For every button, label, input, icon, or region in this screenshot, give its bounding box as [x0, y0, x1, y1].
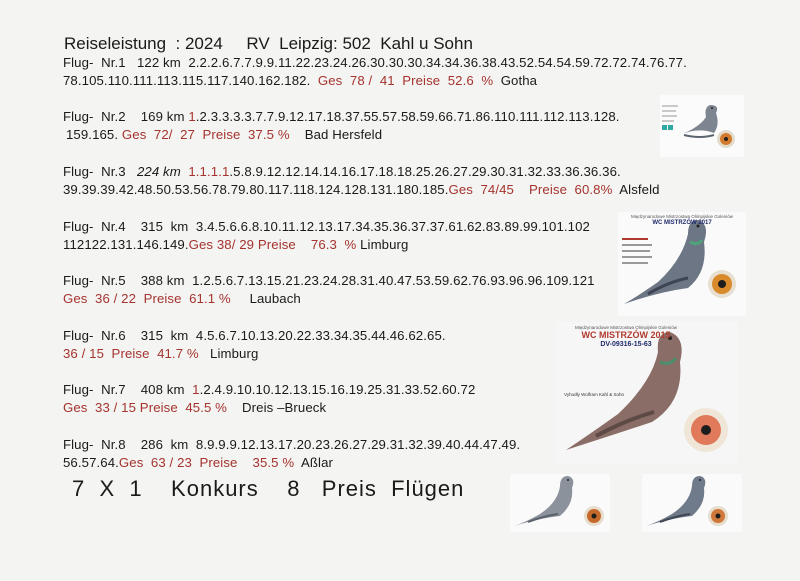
flight-stats: Ges 63 / 23 Preise 35.5 % — [118, 455, 295, 470]
flight-places: .2.4.9.10.10.12.13.15.16.19.25.31.33.52.60.72 — [199, 382, 476, 397]
flight-km: 122 km — [136, 55, 181, 70]
flight-location: Laubach — [249, 291, 301, 306]
flight-places: 78.105.110.111.113.115.117.140.162.182. — [63, 73, 311, 88]
flight-label: Flug- Nr.7 — [63, 382, 126, 397]
flight-2-line-2 — [66, 127, 382, 142]
flight-places: 112122.131.146.149. — [63, 237, 189, 252]
flight-stats: Ges 78 / 41 Preise 52.6 % — [317, 73, 494, 88]
flight-6-line-2 — [63, 346, 258, 361]
flight-km: 315 km — [140, 328, 189, 343]
pigeon-certificate-card-3 — [556, 322, 738, 464]
flight-1-line-2 — [63, 73, 537, 88]
flight-label: Flug- Nr.6 — [63, 328, 126, 343]
flight-location: Alsfeld — [619, 182, 660, 197]
flight-places: 4.5.6.7.10.13.20.22.33.34.35.44.46.62.65. — [195, 328, 446, 343]
flight-places: .2.3.3.3.3.7.7.9.12.17.18.37.55.57.58.59.66.71.86.110.111.112.113.128. — [195, 109, 620, 124]
flight-location: Dreis –Brueck — [242, 400, 327, 415]
flight-stats: Ges 33 / 15 Preise 45.5 % — [63, 400, 227, 415]
flight-stats: Ges 74/45 Preise 60.8% — [448, 182, 613, 197]
flight-3-line-2 — [63, 182, 660, 197]
flight-places: 159.165. — [66, 127, 119, 142]
flight-stats: Ges 36 / 22 Preise 61.1 % — [63, 291, 231, 306]
card-organizer: Międzynarodowe Mistrzostwa Olimpijskie Goleniów — [630, 214, 734, 219]
flight-stats: Ges 72/ 27 Preise 37.5 % — [121, 127, 290, 142]
page-title: Reiseleistung : 2024 RV Leipzig: 502 Kahl u Sohn — [64, 34, 473, 53]
card-heading: WC MISTRZÓW 2015 — [581, 330, 671, 340]
flight-1-line-1 — [63, 55, 687, 70]
flight-stats: Ges 38/ 29 Preise — [188, 237, 296, 252]
flight-6-line-1 — [63, 328, 446, 343]
flight-places: 56.57.64. — [63, 455, 119, 470]
pigeon-illustration — [618, 212, 746, 316]
flight-places: .5.8.9.12.12.14.14.16.17.18.18.25.26.27.29.30.31.32.33.36.36.36. — [229, 164, 621, 179]
flight-percent: 76.3 % — [310, 237, 357, 252]
flight-location: Gotha — [500, 73, 538, 88]
flight-label: Flug- Nr.5 — [63, 273, 126, 288]
flight-first-places: 1.1.1.1 — [188, 164, 230, 179]
flight-label: Flug- Nr.1 — [63, 55, 126, 70]
flight-places: 3.4.5.6.6.8.10.11.12.13.17.34.35.36.37.37.61.62.83.89.99.101.102 — [195, 219, 590, 234]
flight-km: 169 km — [140, 109, 185, 124]
flight-km: 408 km — [140, 382, 185, 397]
flight-4-line-2 — [63, 237, 408, 252]
card-organizer: Międzynarodowe Mistrzostwa Olimpijskie Goleniów — [574, 325, 678, 330]
flight-8-line-2 — [63, 455, 333, 470]
pigeon-illustration — [642, 474, 742, 532]
footer-summary: 7 X 1 Konkurs 8 Preis Flügen — [72, 476, 465, 501]
card-ring-number: DV-09316-15-63 — [600, 341, 652, 348]
pigeon-photo-card-1 — [660, 95, 744, 157]
flight-places: 8.9.9.9.12.13.17.20.23.26.27.29.31.32.39.40.44.47.49. — [195, 437, 521, 452]
flight-places: 1.2.5.6.7.13.15.21.23.24.28.31.40.47.53.59.62.76.93.96.96.109.121 — [192, 273, 595, 288]
flight-stats: 36 / 15 Preise 41.7 % — [63, 346, 199, 361]
flight-label: Flug- Nr.2 — [63, 109, 126, 124]
flight-4-line-1 — [63, 219, 590, 234]
flight-places: 39.39.39.42.48.50.53.56.78.79.80.117.118.124.128.131.180.185. — [63, 182, 449, 197]
flight-location: Limburg — [360, 237, 409, 252]
card-owner: Vyhodły Wolfram Kahl & Sohn — [564, 392, 625, 397]
flight-location: Aßlar — [300, 455, 333, 470]
flight-2-line-1 — [63, 109, 620, 124]
flight-km: 388 km — [140, 273, 185, 288]
pigeon-photo-card-5 — [642, 474, 742, 532]
flight-first-places: 1 — [192, 382, 200, 397]
card-heading: WC MISTRZÓW 2017 — [652, 220, 712, 226]
flight-km: 315 km — [140, 219, 189, 234]
flight-7-line-2 — [63, 400, 326, 415]
pigeon-illustration — [660, 95, 744, 157]
flight-8-line-1 — [63, 437, 520, 452]
flight-7-line-1 — [63, 382, 475, 397]
flight-5-line-1 — [63, 273, 595, 288]
flight-km: 286 km — [140, 437, 189, 452]
flight-label: Flug- Nr.8 — [63, 437, 126, 452]
flight-km: 224 km — [136, 164, 181, 179]
flight-label: Flug- Nr.3 — [63, 164, 126, 179]
flight-location: Limburg — [210, 346, 259, 361]
flight-label: Flug- Nr.4 — [63, 219, 126, 234]
pigeon-certificate-card-2 — [618, 212, 746, 316]
flight-5-line-2 — [63, 291, 301, 306]
flight-location: Bad Hersfeld — [304, 127, 383, 142]
pigeon-photo-card-4 — [510, 474, 610, 532]
flight-3-line-1 — [63, 164, 621, 179]
flight-places: 2.2.2.6.7.7.9.9.11.22.23.24.26.30.30.30.34.34.36.38.43.52.54.54.59.72.72.74.76.77. — [188, 55, 687, 70]
flight-first-places: 1 — [188, 109, 196, 124]
pigeon-illustration — [510, 474, 610, 532]
